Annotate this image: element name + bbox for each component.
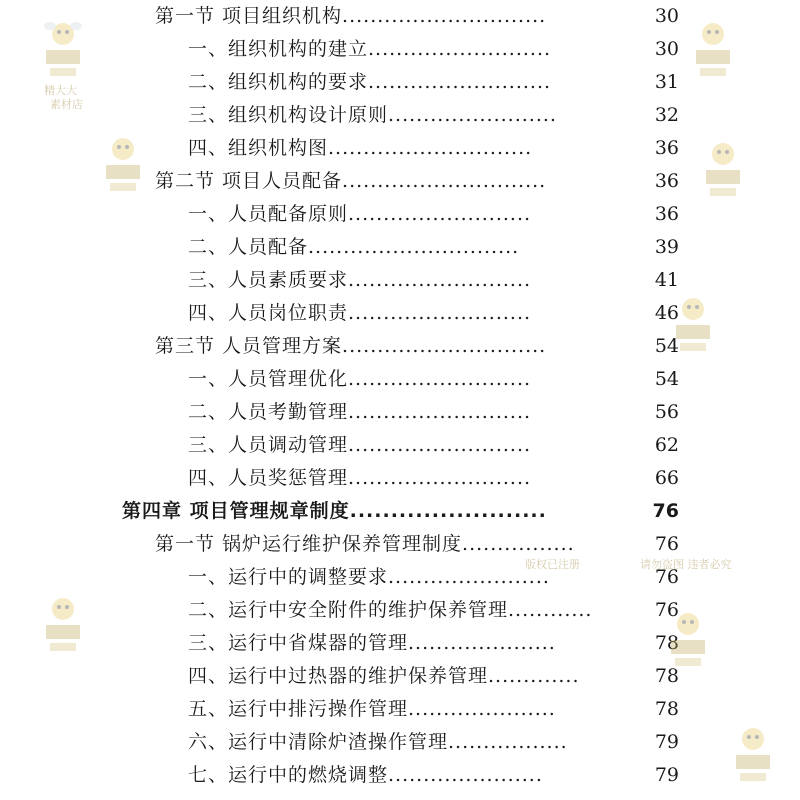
toc-entry-title: 四、组织机构图............................. [188,137,533,159]
toc-entry [0,231,800,264]
toc-entry-page: 39 [654,236,679,258]
toc-entry-page: 66 [654,467,679,489]
toc-entry-title: 一、人员管理优化.......................... [188,368,532,390]
toc-entry [0,594,800,627]
toc-entry-page: 31 [654,71,679,93]
toc-entry-title: 二、运行中安全附件的维护保养管理............ [188,599,593,621]
toc-entry-title: 五、运行中排污操作管理..................... [188,698,556,720]
toc-entry-page: 54 [654,368,679,390]
toc-entry [0,759,800,792]
toc-entry [0,726,800,759]
toc-entry-title: 四、运行中过热器的维护保养管理............. [188,665,580,687]
toc-entry-title: 四、人员岗位职责.......................... [188,302,532,324]
toc-entry-title: 三、人员素质要求.......................... [188,269,532,291]
toc-entry-page: 41 [654,269,679,291]
toc-entry-page: 46 [654,302,679,324]
toc-entry [0,33,800,66]
watermark-sub-text: 素材店 [50,98,83,111]
toc-entry-title: 三、人员调动管理.......................... [188,434,532,456]
toc-entry-page: 76 [654,566,679,588]
toc-entry-title: 一、组织机构的建立.......................... [188,38,552,60]
toc-entry-page: 30 [654,38,679,60]
toc-entry [0,627,800,660]
watermark-brand-text: 精大大 [44,84,77,97]
toc-entry [0,66,800,99]
toc-entry [0,165,800,198]
toc-entry [0,264,800,297]
toc-entry-page: 76 [652,500,679,522]
toc-entry [0,330,800,363]
toc-entry [0,297,800,330]
toc-entry-title: 第一节 锅炉运行维护保养管理制度................ [155,533,575,555]
toc-entry-title: 第二节 项目人员配备............................. [155,170,547,192]
toc-entry-page: 79 [654,731,679,753]
toc-entry [0,396,800,429]
toc-entry-page: 56 [654,401,679,423]
toc-entry [0,660,800,693]
toc-entry-title: 一、人员配备原则.......................... [188,203,532,225]
toc-entry-title: 三、运行中省煤器的管理..................... [188,632,556,654]
toc-entry [0,198,800,231]
toc-entry-title: 二、组织机构的要求.......................... [188,71,552,93]
toc-entry-title: 四、人员奖惩管理.......................... [188,467,532,489]
toc-entry-page: 36 [654,203,679,225]
toc-entry-page: 36 [654,170,679,192]
toc-entry-page: 78 [654,698,679,720]
watermark-notice-text: 请勿盗图 违者必究 [640,558,732,571]
toc-entry-title: 第一节 项目组织机构............................. [155,5,547,27]
toc-entry-title: 六、运行中清除炉渣操作管理................. [188,731,568,753]
toc-entry [0,132,800,165]
toc-entry-page: 32 [654,104,679,126]
toc-entry-page: 54 [654,335,679,357]
toc-entry-title: 一、运行中的调整要求....................... [188,566,550,588]
toc-entry [0,462,800,495]
watermark-notice-text: 版权已注册 [525,558,580,571]
toc-entry [0,693,800,726]
toc-entry-title: 第三节 人员管理方案............................. [155,335,547,357]
toc-entry-page: 78 [654,665,679,687]
toc-entry-page: 62 [654,434,679,456]
toc-entry-page: 79 [654,764,679,786]
toc-entry [0,429,800,462]
toc-entry-title: 二、人员配备.............................. [188,236,520,258]
toc-entry-page: 30 [654,5,679,27]
toc-entry [0,363,800,396]
toc-entry-title: 七、运行中的燃烧调整...................... [188,764,543,786]
toc-entry-title: 三、组织机构设计原则........................ [188,104,557,126]
toc-entry-page: 78 [654,632,679,654]
toc-entry [0,0,800,33]
toc-entry-page: 36 [654,137,679,159]
toc-entry-title: 二、人员考勤管理.......................... [188,401,532,423]
toc-chapter-entry [0,495,800,528]
toc-entry [0,99,800,132]
toc-entry-page: 76 [654,533,679,555]
toc-entry-title: 第四章 项目管理规章制度........................ [122,500,547,522]
toc-entry-page: 76 [654,599,679,621]
